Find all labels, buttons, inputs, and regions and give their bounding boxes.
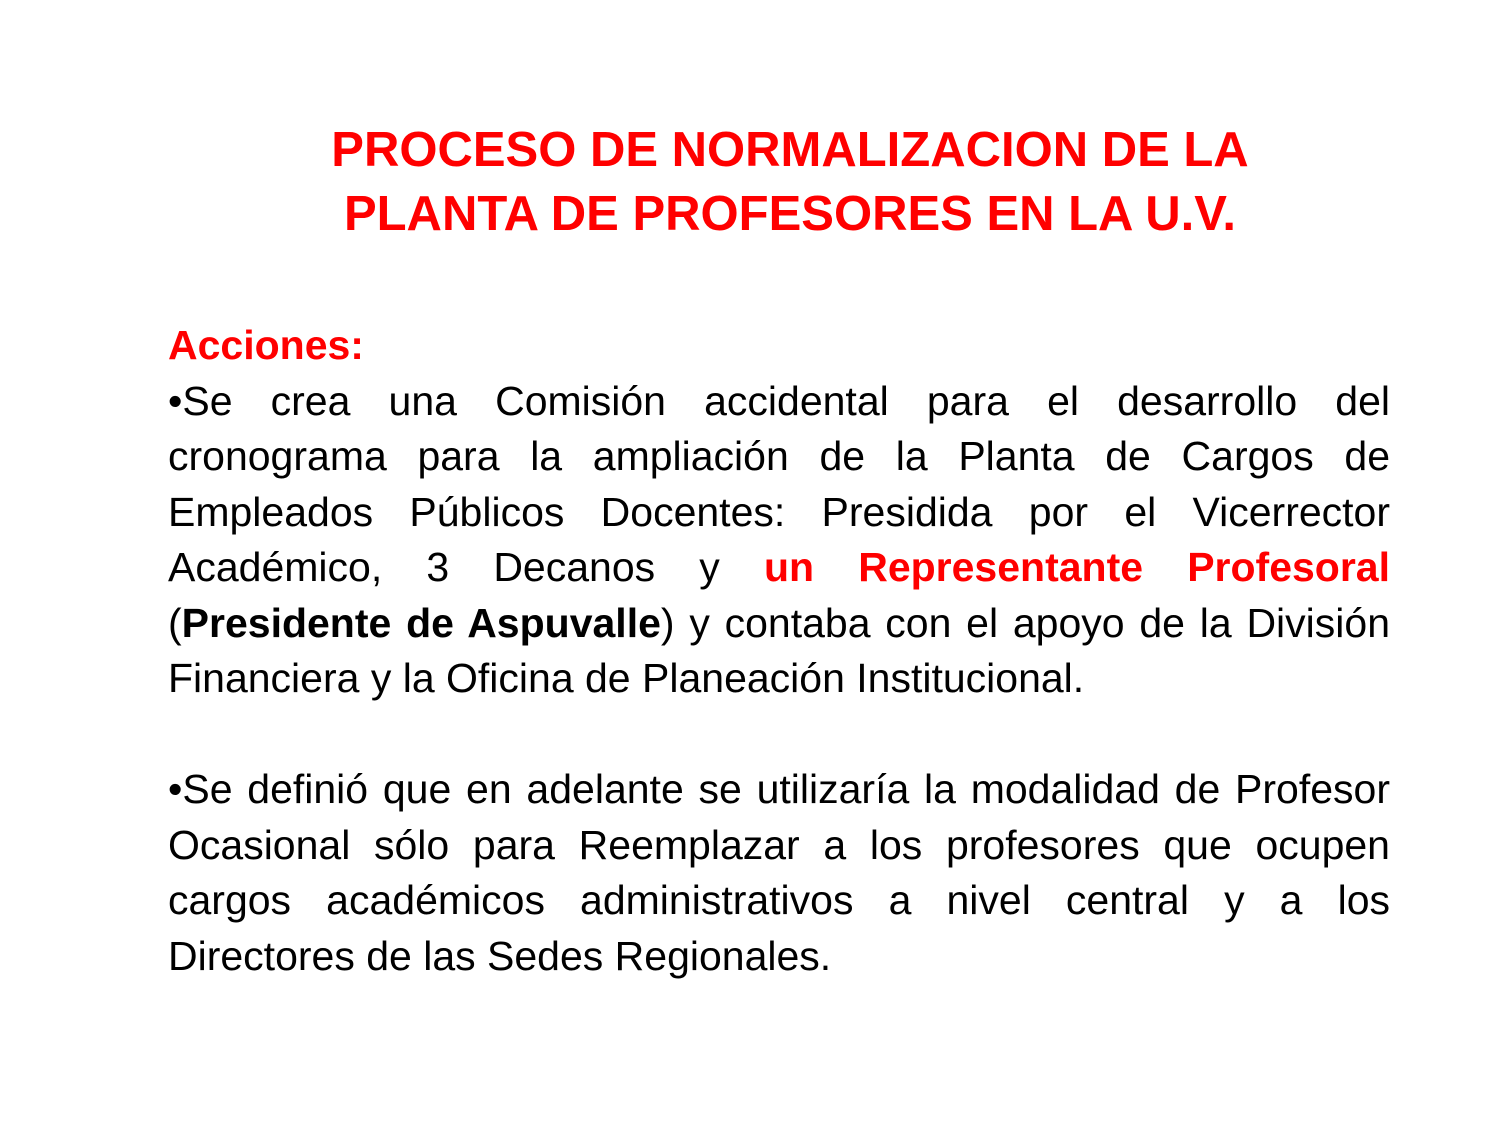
- bullet-marker: •: [168, 377, 183, 424]
- bullet-2-text: Se definió que en adelante se utilizaría la modalidad de Profesor Ocasional sólo para Reemplazar a los profesores que ocupen cargos académicos administrativos a nivel central y a los Directores de las Sedes Regionales.: [168, 766, 1390, 979]
- bullet-marker: •: [168, 766, 183, 812]
- slide-title: [200, 118, 1380, 246]
- section-heading: Acciones:: [168, 322, 364, 368]
- bullet-paragraph-2: [168, 762, 1390, 984]
- slide-title-line-1: PROCESO DE NORMALIZACION DE LA: [331, 123, 1249, 177]
- bullet-1-open-paren: (: [168, 599, 182, 646]
- bullet-1-text-a: Se crea una Comisión accidental para el desarrollo del cronograma para la ampliación de la Planta de Cargos de Empleados Públicos Docentes: Presidida por el Vicerrector Académico, 3 Decanos y: [168, 377, 1390, 590]
- bullet-1-bold-text: Presidente de Aspuvalle: [181, 599, 661, 646]
- bullet-1-text-b: ) y contaba con el apoyo de la División Financiera y la Oficina de Planeación Institucional.: [168, 599, 1390, 701]
- bullet-paragraph-1: [168, 374, 1390, 707]
- slide-body: [168, 318, 1390, 984]
- bullet-1-highlight: un Representante Profesoral: [763, 544, 1390, 590]
- slide-title-line-2: PLANTA DE PROFESORES EN LA U.V.: [343, 187, 1237, 241]
